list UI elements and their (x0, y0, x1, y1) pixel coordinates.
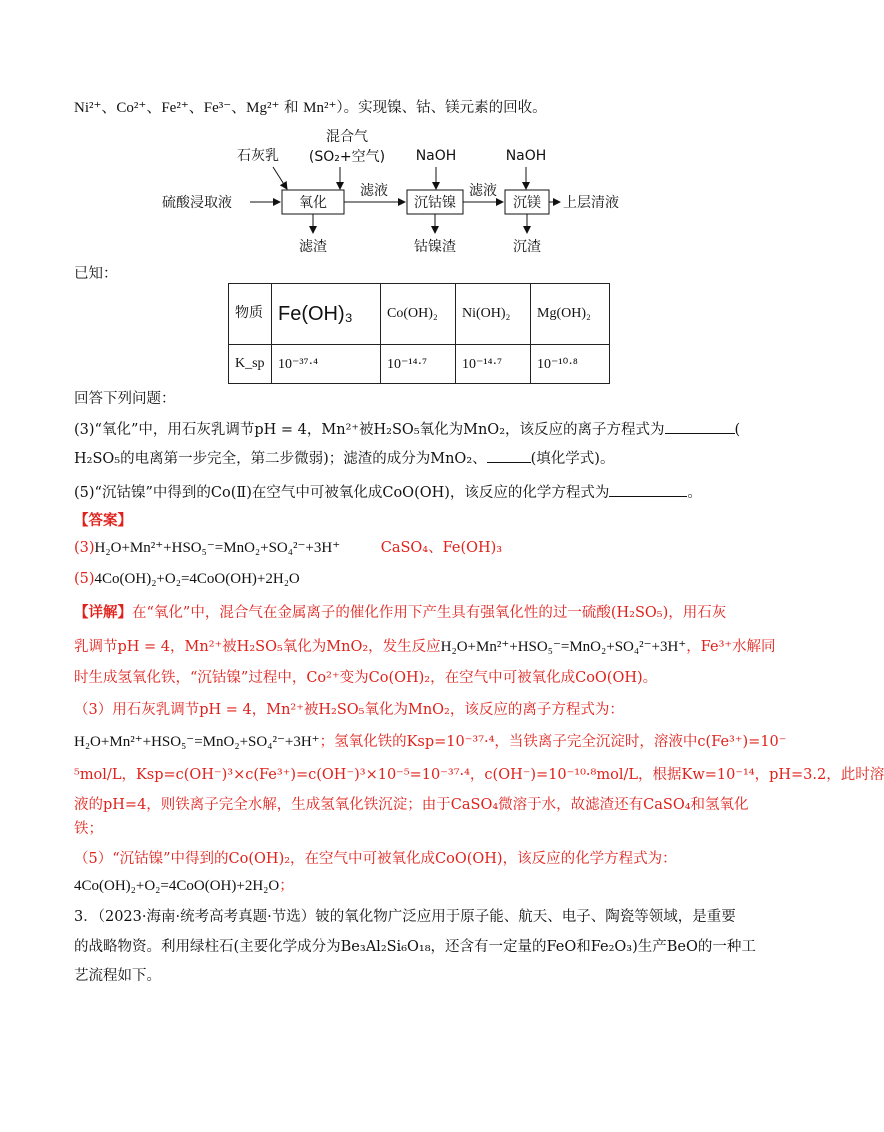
q5-line (74, 482, 726, 503)
detail-l10b: ； (279, 878, 294, 894)
detail-line10 (74, 876, 726, 896)
arrow-lime (273, 167, 287, 189)
flow-reagent-naoh-1: NaOH (415, 148, 457, 164)
answer-label: 【答案】 (74, 512, 132, 529)
question-intro: 回答下列问题： (74, 391, 176, 407)
detail-line4: （3）用石灰乳调节pH = 4，Mn²⁺被H₂SO₅氧化为MnO₂，该反应的离子方程式为： (74, 702, 624, 718)
q5-blank[interactable] (609, 482, 687, 497)
mn-ion: Mn²⁺ (303, 100, 337, 116)
flow-out-1: 滤渣 (299, 239, 327, 255)
next-q-line1: 3．（2023·海南·统考高考真题·节选）铍的氧化物广泛应用于原子能、航天、电子、陶瓷等领域，是重要 (74, 909, 736, 925)
table-substance-cooh2: Co(OH)₂ (381, 284, 456, 345)
answer5-line (74, 569, 726, 589)
q3-blank-1[interactable] (665, 419, 735, 434)
flow-out-3: 沉渣 (513, 239, 541, 255)
flow-source: 硫酸浸取液 (162, 195, 232, 211)
box-oxidation-label: 氧化 (299, 195, 327, 211)
detail-line6: ⁵mol/L，Ksp=c(OH⁻)³×c(Fe³⁺)=c(OH⁻)³×10⁻⁵=10⁻³⁷·⁴，c(OH⁻)=10⁻¹⁰·⁸mol/L，根据Kw=10⁻¹⁴，pH=3.2，此时溶 (74, 767, 884, 783)
ion-list: Ni²⁺、Co²⁺、Fe²⁺、Fe³⁻、Mg²⁺ (74, 100, 280, 116)
q3-line2-end: (填化学式)。 (530, 451, 615, 467)
table-ksp-cooh2: 10⁻¹⁴·⁷ (381, 345, 456, 384)
q3-paren: ( (734, 422, 741, 438)
detail-l5b: ；氢氧化铁的Ksp=10⁻³⁷·⁴，当铁离子完全沉淀时，溶液中c(Fe³⁺)=10⁻ (319, 734, 787, 750)
box-mg-label: 沉镁 (513, 195, 541, 211)
q3-line2-text: H₂SO₅的电离第一步完全，第二步微弱)；滤渣的成分为MnO₂、 (74, 451, 487, 467)
detail-label: 【详解】 (74, 604, 132, 621)
next-q-line2: 的战略物资。利用绿柱石(主要化学成分为Be₃Al₂Si₆O₁₈，还含有一定量的FeO和Fe₂O₃)生产BeO的一种工 (74, 939, 756, 955)
answer3-solids: CaSO₄、Fe(OH)₃ (380, 540, 503, 556)
intro-text: ）。实现镍、钴、镁元素的回收。 (336, 100, 547, 116)
answer3-line (74, 538, 726, 558)
table-ksp-nioh2: 10⁻¹⁴·⁷ (456, 345, 531, 384)
q5-text: (5)“沉钴镍”中得到的Co(Ⅱ)在空气中可被氧化成CoO(OH)，该反应的化学方程式为 (74, 485, 610, 501)
detail-line7: 液的pH=4，则铁离子完全水解，生成氢氧化铁沉淀；由于CaSO₄微溶于水，故滤渣还有CaSO₄和氢氧化 (74, 797, 749, 813)
q3-line1 (74, 419, 741, 440)
detail-line8: 铁； (74, 821, 103, 837)
flow-reagent-naoh-2: NaOH (505, 148, 547, 164)
process-flowchart (160, 125, 640, 260)
detail-line3: 时生成氢氧化铁，“沉钴镍”过程中，Co²⁺变为Co(OH)₂，在空气中可被氧化成CoO(OH)。 (74, 670, 658, 686)
box-coni-label: 沉钴镍 (414, 195, 456, 211)
table-substance-mgoh2: Mg(OH)₂ (531, 284, 610, 345)
detail-l1: 在“氧化”中，混合气在金属离子的催化作用下产生具有强氧化性的过一硫酸(H₂SO₅)，用石灰 (132, 605, 727, 621)
answer3-num: (3) (74, 540, 95, 556)
detail-l10-eq: 4Co(OH)₂+O₂=4CoO(OH)+2H₂O (74, 878, 280, 894)
table-substance-feoh3: Fe(OH)₃ (272, 284, 381, 345)
flow-reagent-lime: 石灰乳 (237, 148, 279, 164)
known-label: 已知： (74, 266, 118, 282)
detail-l2-eq: H₂O+Mn²⁺+HSO₅⁻=MnO₂+SO₄²⁻+3H⁺ (440, 639, 687, 655)
table-ksp-feoh3: 10⁻³⁷·⁴ (272, 345, 381, 384)
flow-filtrate-2: 滤液 (469, 183, 497, 199)
detail-l2b: ，Fe³⁺水解同 (686, 639, 776, 655)
ksp-table (228, 283, 610, 384)
answer5-num: (5) (74, 571, 95, 587)
answer5-eq: 4Co(OH)₂+O₂=4CoO(OH)+2H₂O (94, 571, 300, 587)
table-row-label: K_sp (229, 345, 272, 384)
q3-line1-text: (3)“氧化”中，用石灰乳调节pH = 4，Mn²⁺被H₂SO₅氧化为MnO₂，该反应的离子方程式为 (74, 422, 665, 438)
table-header-label: 物质 (229, 284, 272, 345)
next-q-line3: 艺流程如下。 (74, 968, 161, 984)
detail-line9: （5）“沉钴镍”中得到的Co(OH)₂，在空气中可被氧化成CoO(OH)，该反应的化学方程式为： (74, 851, 677, 867)
intro-line (74, 98, 726, 118)
flow-end: 上层清液 (563, 195, 619, 211)
detail-line2 (74, 637, 776, 657)
table-ksp-mgoh2: 10⁻¹⁰·⁸ (531, 345, 610, 384)
and-word: 和 (284, 100, 299, 116)
flow-filtrate-1: 滤液 (360, 183, 388, 199)
table-substance-nioh2: Ni(OH)₂ (456, 284, 531, 345)
q3-blank-2[interactable] (487, 448, 531, 463)
flow-reagent-gas-1: 混合气 (326, 129, 368, 145)
answer3-eq: H₂O+Mn²⁺+HSO₅⁻=MnO₂+SO₄²⁻+3H⁺ (94, 540, 341, 556)
detail-l5-eq: H₂O+Mn²⁺+HSO₅⁻=MnO₂+SO₄²⁻+3H⁺ (74, 734, 320, 750)
q3-line2 (74, 448, 726, 469)
detail-line5 (74, 732, 787, 752)
flow-reagent-gas-2: (SO₂+空气) (308, 149, 386, 165)
detail-line1 (74, 603, 726, 623)
flow-out-2: 钴镍渣 (414, 239, 456, 255)
detail-l2a: 乳调节pH = 4，Mn²⁺被H₂SO₅氧化为MnO₂，发生反应 (74, 639, 441, 655)
q5-end: 。 (687, 485, 702, 501)
